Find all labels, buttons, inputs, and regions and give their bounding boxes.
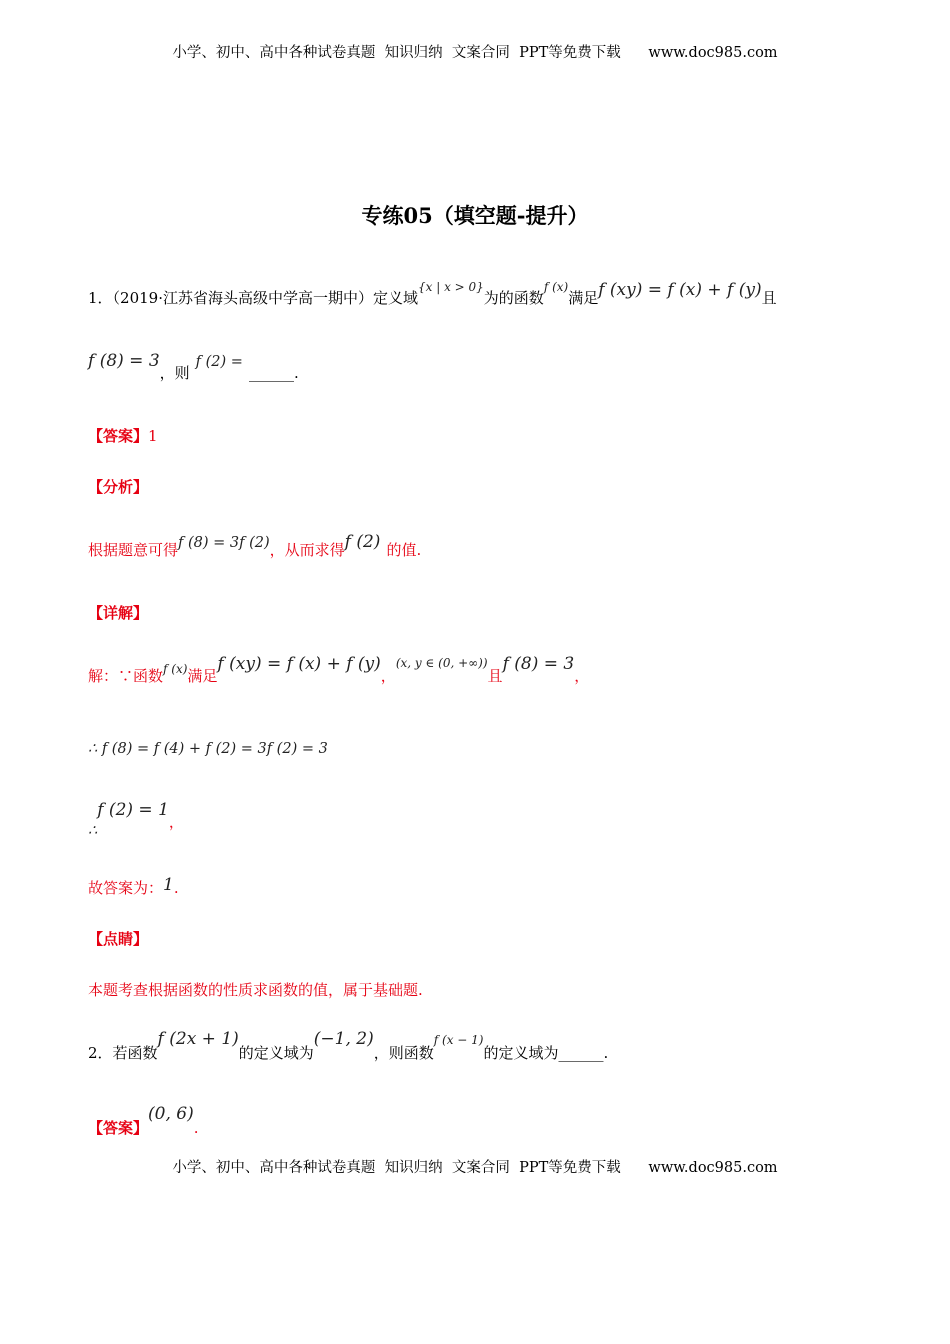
a1-detail-a: 解：∵函数: [88, 667, 164, 685]
q2-answer-tag: 【答案】: [88, 1119, 149, 1137]
q1-source: （2019·江苏省海头高级中学高一期中）定义域: [112, 289, 418, 307]
q2-text-b: ，则函数: [373, 1044, 434, 1062]
a1-detail-math3: (x, y ∈ (0, +∞)): [395, 656, 488, 670]
therefore-icon: ∴: [88, 823, 98, 839]
a1-detail-tag: 【详解】: [88, 604, 149, 622]
q1-eq-math: f (xy) = f (x) + f (y): [598, 280, 762, 300]
a1-step1: [88, 738, 328, 759]
q2-number: 2．若函数: [88, 1044, 158, 1062]
a1-analysis-b: ，从而求得: [269, 541, 345, 559]
a1-analysis-math1: f (8) = 3f (2): [178, 535, 270, 551]
a1-detail-d: 且: [487, 667, 503, 685]
page-header: 小学、初中、高中各种试卷真题 知识归纳 文案合同 PPT等免费下载 www.doc985.com: [172, 45, 778, 61]
q2-math1: f (2x + 1): [157, 1029, 239, 1049]
q1-text-d: ，则: [159, 364, 190, 382]
a1-detail-line: [88, 654, 590, 687]
a1-analysis-math2: f (2): [344, 532, 381, 552]
q2-answer-math: (0, 6): [148, 1104, 194, 1124]
a1-step2: [88, 800, 184, 839]
q1-fx-math: f (x): [543, 280, 569, 294]
a1-analysis-text: [88, 532, 422, 561]
a1-analysis-a: 根据题意可得: [88, 541, 179, 559]
a1-final-a: 故答案为：: [88, 879, 164, 897]
q2-answer-end: .: [193, 1119, 199, 1137]
a1-note-tag: 【点睛】: [88, 930, 149, 948]
a1-answer-value: 1: [148, 427, 158, 445]
q1-text-b: 满足: [568, 289, 599, 307]
q1-given-math: f (8) = 3: [88, 351, 160, 371]
q2-math2: (−1, 2): [313, 1029, 374, 1049]
a1-answer-tag: 【答案】: [88, 427, 149, 445]
q1-line2: [88, 351, 299, 384]
a1-detail-c: ，: [380, 667, 396, 685]
a1-detail-math4: f (8) = 3: [502, 654, 575, 674]
a1-detail-math2: f (xy) = f (x) + f (y): [217, 654, 381, 674]
a1-answer: [88, 426, 158, 446]
a1-final-b: .: [173, 879, 179, 897]
page-footer: 小学、初中、高中各种试卷真题 知识归纳 文案合同 PPT等免费下载 www.doc985.com: [172, 1160, 778, 1176]
a1-detail-b: 满足: [187, 667, 218, 685]
a1-step2-end: ，: [168, 813, 184, 831]
q2-math3: f (x − 1): [433, 1033, 484, 1047]
page-title: 专练05（填空题-提升）: [361, 203, 589, 228]
a1-detail-math1: f (x): [163, 662, 188, 676]
q1-blank: ______.: [248, 364, 299, 382]
a1-final: [88, 875, 179, 898]
a1-step1-math: ∴ f (8) = f (4) + f (2) = 3f (2) = 3: [88, 741, 328, 757]
q1-line1: [88, 280, 777, 309]
q1-text-a: 为的函数: [483, 289, 544, 307]
q2-text-c: 的定义域为______.: [483, 1044, 609, 1062]
a1-analysis-c: 的值.: [386, 541, 422, 559]
q1-number: 1．: [88, 289, 113, 307]
q1-ask-math: f (2) =: [195, 354, 243, 370]
q1-text-c: 且: [761, 289, 777, 307]
a1-analysis-tag: 【分析】: [88, 478, 149, 496]
q2-answer: [88, 1104, 199, 1138]
a1-detail-e: ，: [574, 667, 590, 685]
q1-domain-math: {x | x > 0}: [418, 280, 484, 294]
q2-text-a: 的定义域为: [238, 1044, 314, 1062]
a1-final-math: 1: [163, 875, 174, 895]
a1-step2-math: f (2) = 1: [97, 800, 169, 820]
a1-note-text: 本题考查根据函数的性质求函数的值，属于基础题.: [88, 981, 423, 999]
q2-line: [88, 1029, 609, 1064]
